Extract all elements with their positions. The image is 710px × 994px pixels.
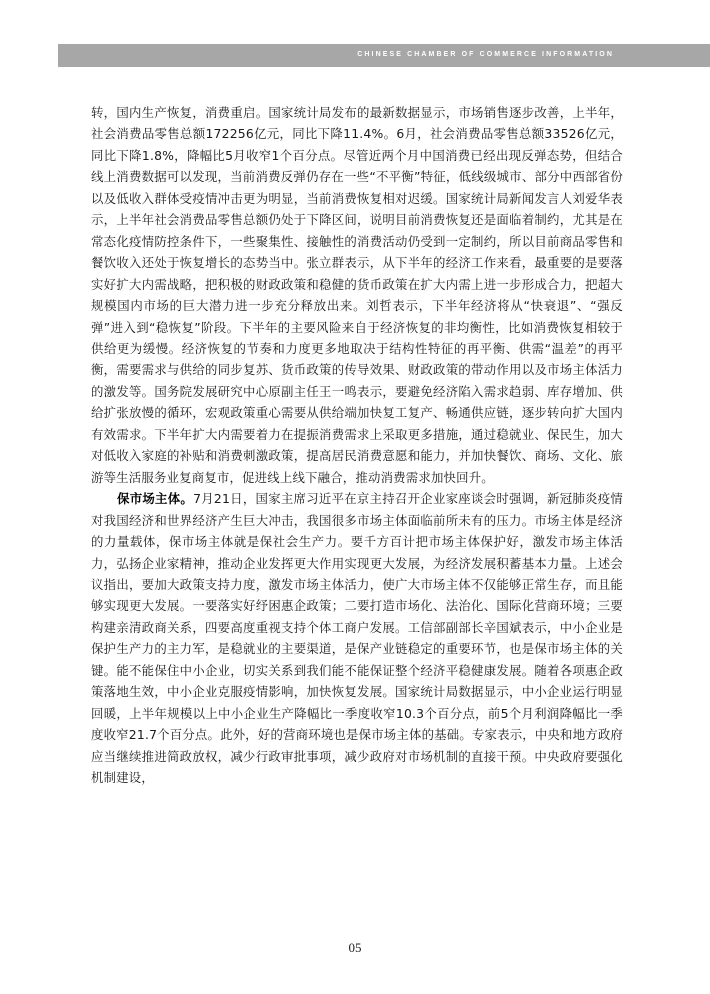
publication-header: CHINESE CHAMBER OF COMMERCE INFORMATION	[357, 51, 614, 58]
page-number: 05	[348, 940, 362, 955]
article-paragraph: 转，国内生产恢复，消费重启。国家统计局发布的最新数据显示，市场销售逐步改善，上半年，社会消费品零售总额172256亿元，同比下降11.4%。6月，社会消费品零售总额33526亿元，同比下降1.8%，降幅比5月收窄1个百分点。尽管近两个月中国消费已经出现反弹态势，但结合线上消费数据可以发现，当前消费反弹仍存在一些“不平衡”特征，低线级城市、部分中西部省份以及低收入群体受疫情冲击更为明显，当前消费恢复相对迟缓。国家统计局新闻发言人刘爱华表示，上半年社会消费品零售总额仍处于下降区间，说明目前消费恢复还是面临着制约，尤其是在常态化疫情防控条件下，一些聚集性、接触性的消费活动仍受到一定制约，所以目前商品零售和餐饮收入还处于恢复增长的态势当中。张立群表示，从下半年的经济工作来看，最重要的是要落实好扩大内需战略，把积极的财政政策和稳健的货币政策在扩大内需上进一步形成合力，把超大规模国内市场的巨大潜力进一步充分释放出来。刘哲表示，下半年经济将从“快衰退”、“强反弹”进入到“稳恢复”阶段。下半年的主要风险来自于经济恢复的非均衡性，比如消费恢复相较于供给更为缓慢。经济恢复的节奏和力度更多地取决于结构性特征的再平衡、供需“温差”的再平衡，需要需求与供给的同步复苏、货币政策的传导效果、财政政策的带动作用以及市场主体活力的激发等。国务院发展研究中心原副主任王一鸣表示，要避免经济陷入需求趋弱、库存增加、供给扩张放慢的循环，宏观政策重心需要从供给端加快复工复产、畅通供应链，逐步转向扩大国内有效需求。下半年扩大内需要着力在提振消费需求上采取更多措施，通过稳就业、保民生，加大对低收入家庭的补贴和消费刺激政策，提高居民消费意愿和能力，并加快餐饮、商场、文化、旅游等生活服务业复商复市，促进线上线下融合，推动消费需求加快回升。	[91, 105, 623, 485]
paragraph-text: 7月21日，国家主席习近平在京主持召开企业家座谈会时强调，新冠肺炎疫情对我国经济和世界经济产生巨大冲击，我国很多市场主体面临前所未有的压力。市场主体是经济的力量载体，保市场主体就是保社会生产力。要千方百计把市场主体保护好，激发市场主体活力，弘扬企业家精神，推动企业发挥更大作用实现更大发展，为经济发展积蓄基本力量。上述会议指出，要加大政策支持力度，激发市场主体活力，使广大市场主体不仅能够正常生存，而且能够实现更大发展。一要落实好纾困惠企政策；二要打造市场化、法治化、国际化营商环境；三要构建亲清政商关系，四要高度重视支持个体工商户发展。工信部副部长辛国斌表示，中小企业是保护生产力的主力军，是稳就业的主要渠道，是保产业链稳定的重要环节，也是保市场主体的关键。能不能保住中小企业，切实关系到我们能不能保证整个经济平稳健康发展。随着各项惠企政策落地生效，中小企业克服疫情影响，加快恢复发展。国家统计局数据显示，中小企业运行明显回暖，上半年规模以上中小企业生产降幅比一季度收窄10.3个百分点，前5个月利润降幅比一季度收窄21.7个百分点。此外，好的营商环境也是保市场主体的基础。专家表示，中央和地方政府应当继续推进简政放权，减少行政审批事项，减少政府对市场机制的直接干预。中央政府要强化机制建设，	[91, 491, 624, 786]
section-lead-heading: 保市场主体。	[117, 491, 194, 507]
article-body	[91, 102, 623, 789]
article-paragraph	[91, 488, 623, 788]
